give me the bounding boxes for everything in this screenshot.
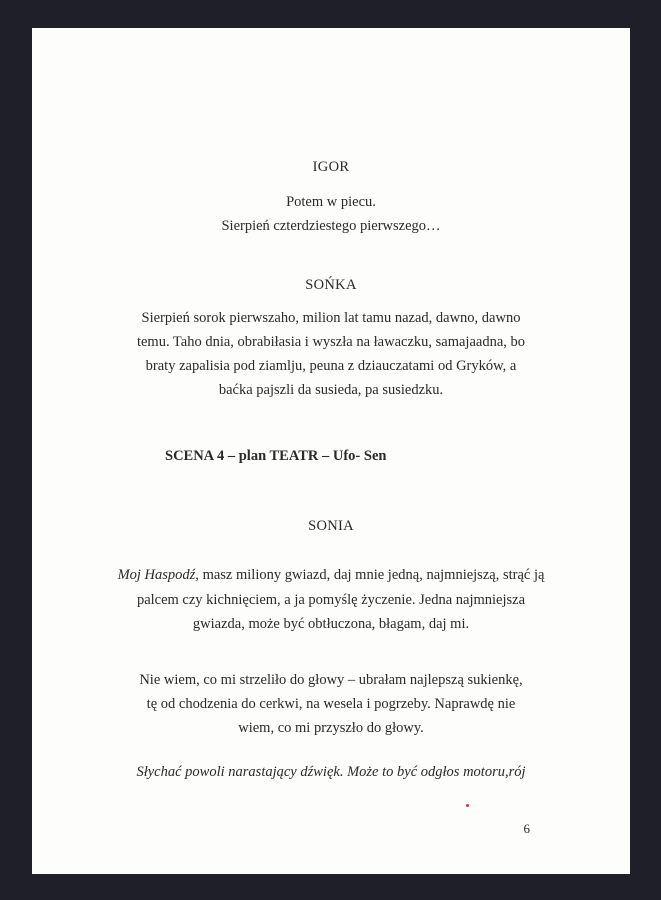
sonka-line-3: braty zapalisia pod ziamlju, peuna z dziauczatami od Gryków, a — [145, 358, 517, 374]
stage-direction: Słychać powoli narastający dźwięk. Może to być odgłos motoru,rój — [136, 764, 526, 780]
igor-line-1: Potem w piecu. — [286, 194, 376, 210]
sonia-p2-line-1: Nie wiem, co mi strzeliło do głowy – ubrałam najlepszą sukienkę, — [139, 672, 523, 688]
sonia-p1-line-2: palcem czy kichnięciem, a ja pomyślę życzenie. Jedna najmniejsza — [136, 592, 526, 608]
sonia-p1-line-3: gwiazda, może być obtłuczona, błagam, daj mi. — [192, 616, 470, 632]
speaker-name-sonia: SONIA — [308, 518, 354, 534]
igor-line-2: Sierpień czterdziestego pierwszego… — [221, 218, 441, 234]
sonia-p1-line-1 — [32, 563, 630, 588]
sonka-line-2: temu. Taho dnia, obrabiłasia i wyszła na ławaczku, samajaadna, bo — [136, 334, 526, 350]
sonka-line-4: baćka pajszli da susieda, pa susiedzku. — [218, 382, 444, 398]
red-mark-dot — [466, 804, 469, 807]
sonia-p2-line-3: wiem, co mi przyszło do głowy. — [238, 720, 424, 736]
speaker-name-igor: IGOR — [312, 159, 350, 175]
sonka-line-1: Sierpień sorok pierwszaho, milion lat tamu nazad, dawno, dawno — [141, 310, 521, 326]
sonia-p1-rest: masz miliony gwiazd, daj mnie jedną, najmniejszą, strąć ją — [198, 567, 545, 583]
page-number: 6 — [523, 821, 530, 836]
speaker-name-sonka: SOŃKA — [305, 277, 357, 293]
sonia-p1-italic: Moj Haspodź, — [117, 567, 199, 583]
sonia-p2-line-2: tę od chodzenia do cerkwi, na wesela i pogrzeby. Naprawdę nie — [146, 696, 516, 712]
document-page — [32, 28, 630, 874]
scene-heading: SCENA 4 – plan TEATR – Ufo- Sen — [165, 448, 387, 464]
